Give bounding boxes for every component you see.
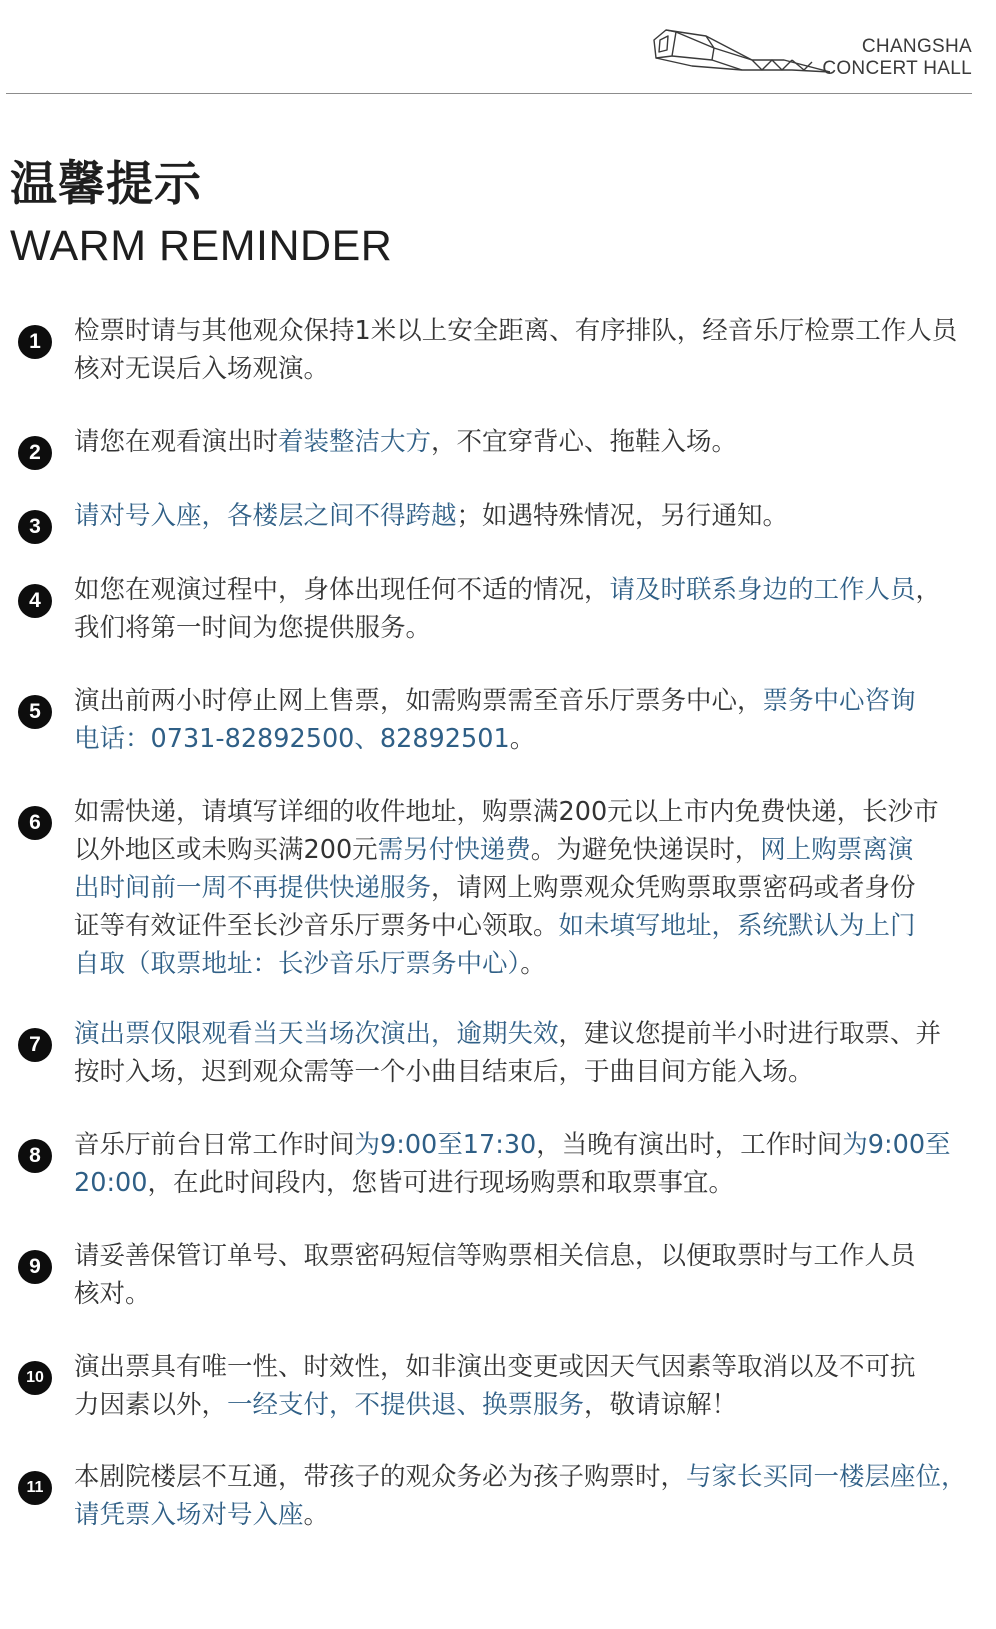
plain-text: 请妥善保管订单号、取票密码短信等购票相关信息，以便取票时与工作人员 核对。 — [74, 1241, 916, 1309]
highlighted-text: 与家长买同一楼层座位， 请凭票入场对号入座 — [74, 1462, 967, 1530]
page-title-en: WARM REMINDER — [10, 222, 393, 270]
item-number-badge: 5 — [18, 695, 52, 729]
plain-text: 。 — [520, 949, 546, 979]
highlighted-text: 着装整洁大方 — [278, 427, 432, 457]
item-text — [74, 682, 996, 758]
page-title-zh: 温馨提示 — [10, 157, 202, 212]
highlighted-text: 需另付快递费 — [377, 835, 531, 865]
plain-text: ，在此时间段内，您皆可进行现场购票和取票事宜。 — [147, 1168, 735, 1198]
item-text — [74, 423, 996, 461]
item-number-badge: 9 — [18, 1250, 52, 1284]
plain-text: 请您在观看演出时 — [74, 427, 279, 457]
item-number-badge: 10 — [18, 1361, 52, 1395]
item-text — [74, 1458, 996, 1534]
plain-text: 检票时请与其他观众保持1米以上安全距离、有序排队，经音乐厅检票工作人员 核对无误后入场观演。 — [74, 316, 958, 384]
plain-text: ，建议您提前半小时进行取票、并 按时入场，迟到观众需等一个小曲目结束后，于曲目间方能入场。 — [74, 1019, 942, 1087]
plain-text: 音乐厅前台日常工作时间 — [74, 1130, 355, 1160]
highlighted-text: 请及时联系身边的工作人员 — [609, 575, 916, 605]
title-block — [10, 152, 392, 274]
item-number-badge: 8 — [18, 1139, 52, 1173]
plain-text: 演出前两小时停止网上售票，如需购票需至音乐厅票务中心， — [74, 686, 763, 716]
plain-text: 。 — [509, 724, 536, 754]
highlighted-text: 如未填写地址，系统默认为上门 自取（取票地址：长沙音乐厅票务中心） — [74, 911, 916, 979]
item-number-badge: 2 — [18, 436, 52, 470]
item-text — [74, 1237, 996, 1313]
plain-text: 。 — [303, 1500, 330, 1530]
logo-text — [822, 36, 972, 80]
highlighted-text: 一经支付，不提供退、换票服务 — [227, 1390, 585, 1420]
item-number-badge: 11 — [18, 1471, 52, 1505]
header-divider — [6, 93, 972, 94]
plain-text: ，不宜穿背心、拖鞋入场。 — [431, 427, 738, 457]
item-number-badge: 4 — [18, 584, 52, 618]
item-number-badge: 3 — [18, 510, 52, 544]
concert-hall-logo-graphic — [652, 26, 830, 80]
plain-text: ，敬请谅解！ — [584, 1390, 738, 1420]
highlighted-text: 网上购票离演 出时间前一周不再提供快递服务 — [74, 835, 914, 903]
highlighted-text: 演出票仅限观看当天当场次演出，逾期失效 — [74, 1019, 559, 1049]
logo-line-changsha: CHANGSHA — [861, 36, 972, 57]
header — [0, 0, 996, 96]
highlighted-text: 票务中心咨询 电话：0731-82892500、82892501 — [74, 686, 916, 754]
item-number-badge: 6 — [18, 806, 52, 840]
plain-text: 如需快递，请填写详细的收件地址，购票满200元以上市内免费快递，长沙市 以外地区或未购买满200元 — [74, 797, 939, 865]
item-text — [74, 571, 996, 647]
item-text — [74, 793, 996, 983]
item-text — [74, 1126, 996, 1202]
highlighted-text: 为9:00至 20:00 — [74, 1130, 951, 1198]
item-number-badge: 1 — [18, 325, 52, 359]
item-text — [74, 312, 996, 388]
plain-text: 演出票具有唯一性、时效性，如非演出变更或因天气因素等取消以及不可抗 力因素以外， — [74, 1352, 916, 1420]
plain-text: ，请网上购票观众凭购票取票密码或者身份 证等有效证件至长沙音乐厅票务中心领取。 — [74, 873, 916, 941]
logo-line-concert-hall: CONCERT HALL — [822, 58, 972, 79]
item-number-badge: 7 — [18, 1028, 52, 1062]
item-text — [74, 1348, 996, 1424]
item-text — [74, 1015, 996, 1091]
item-text — [74, 497, 996, 535]
plain-text: 如您在观演过程中，身体出现任何不适的情况， — [74, 575, 610, 605]
highlighted-text: 为9:00至17:30 — [354, 1130, 537, 1160]
plain-text: ， 我们将第一时间为您提供服务。 — [74, 575, 942, 643]
plain-text: ，当晚有演出时，工作时间 — [536, 1130, 843, 1160]
plain-text: 本剧院楼层不互通，带孩子的观众务必为孩子购票时， — [74, 1462, 687, 1492]
plain-text: ；如遇特殊情况，另行通知。 — [456, 501, 789, 531]
plain-text: 。为避免快递误时， — [530, 835, 761, 865]
highlighted-text: 请对号入座，各楼层之间不得跨越 — [74, 501, 457, 531]
